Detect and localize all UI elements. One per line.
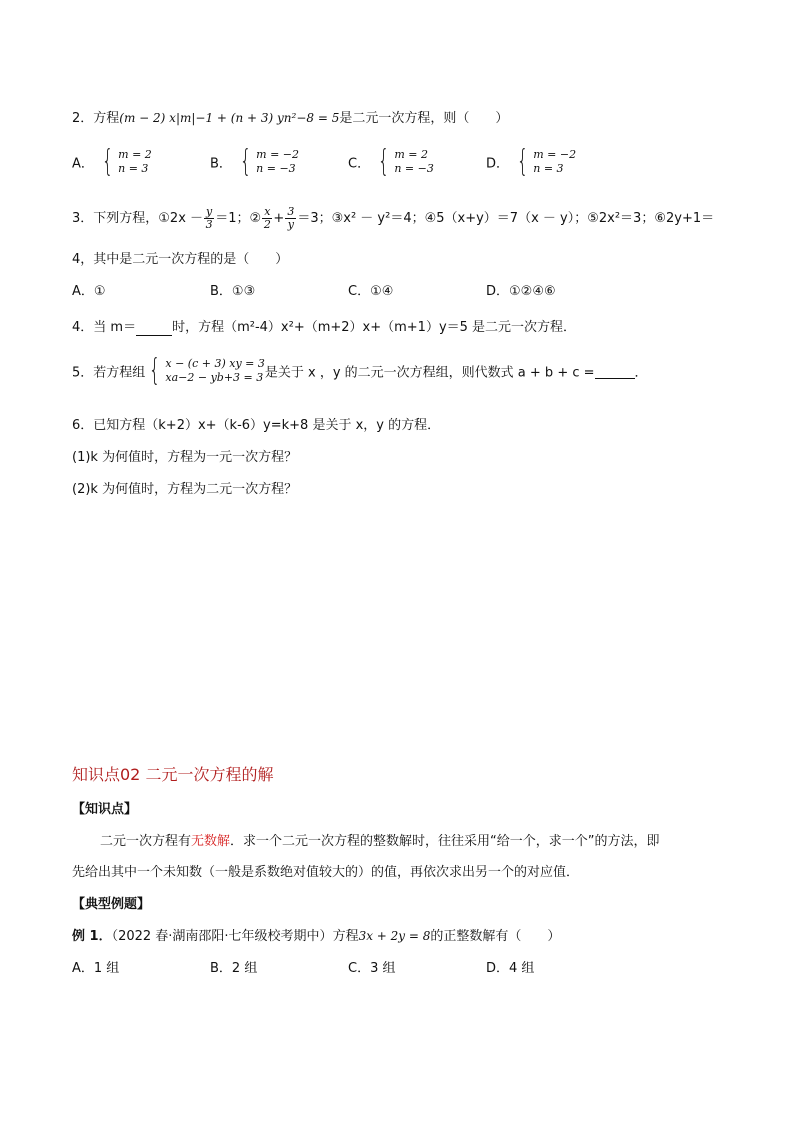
ex1-option-c[interactable]: [348, 957, 395, 976]
option-label: C．: [348, 284, 371, 299]
ex1-option-d[interactable]: [486, 957, 534, 976]
q3-text: ＝3；③x² － y²＝4；④5（x+y）＝7（x － y）；⑤2x²＝3；⑥2y+1＝: [297, 211, 715, 226]
option-label: C．: [348, 961, 371, 976]
q4-stem: [72, 316, 576, 336]
q2-option-d[interactable]: [486, 144, 577, 179]
brace-icon: {: [239, 144, 252, 179]
knowledge-text-part: ．求一个二元一次方程的整数解时，往往采用“给一个，求一个”的方法，即: [230, 834, 660, 849]
q6-sub2: (2)k 为何值时，方程为二元一次方程？: [72, 482, 298, 497]
option-label: D．: [486, 284, 510, 299]
system-line: x − (c + 3) xy = 3: [165, 357, 265, 370]
numerator: x: [264, 205, 271, 218]
system-line: m = −2: [533, 148, 577, 161]
q3-text: ＝1；②: [215, 211, 262, 226]
q2-option-b[interactable]: [210, 144, 300, 179]
denominator: 3: [205, 218, 213, 231]
option-label: A．: [72, 156, 94, 172]
q6-number: 6．: [72, 418, 94, 433]
brace-icon: {: [149, 353, 161, 388]
system-line: m = −2: [256, 148, 300, 161]
fraction: [285, 206, 296, 231]
option-label: B．: [210, 961, 232, 976]
ex1-option-a[interactable]: [72, 957, 119, 976]
example-heading: 【典型例题】: [72, 897, 151, 912]
option-label: D．: [486, 961, 510, 976]
q2-stem: [72, 107, 508, 126]
fraction: [262, 206, 272, 231]
denominator: 2: [263, 218, 271, 231]
q5-stem: [72, 353, 648, 388]
option-text: 4 组: [509, 961, 535, 976]
q4-text: 当 m＝: [93, 320, 137, 335]
knowledge-heading: 【知识点】: [72, 802, 138, 817]
highlight-text: 无数解: [191, 834, 231, 849]
option-text: ①: [93, 284, 106, 299]
section-title: 知识点02 二元一次方程的解: [72, 765, 274, 784]
option-label: B．: [210, 156, 232, 172]
knowledge-text: [100, 830, 660, 849]
q2-equation: (m − 2) x|m|−1 + (n + 3) yn²−8 = 5: [119, 111, 340, 125]
denominator: y: [287, 218, 294, 231]
q3-number: 3．: [72, 211, 94, 226]
example1-label: 例 1．: [72, 929, 112, 944]
option-text: ①④: [370, 284, 394, 299]
q5-text: ．: [634, 365, 648, 381]
system-line: n = 3: [118, 162, 149, 175]
option-label: A．: [72, 284, 94, 299]
brace-icon: {: [516, 144, 529, 179]
q3-stem: [72, 206, 714, 231]
ex1-option-b[interactable]: [210, 957, 257, 976]
q6-sub1: (1)k 为何值时，方程为一元一次方程？: [72, 450, 298, 465]
example1-source: （2022 春·湖南邵阳·七年级校考期中）: [111, 929, 333, 944]
q2-number: 2．: [72, 111, 94, 126]
knowledge-text-part: 二元一次方程有: [100, 834, 192, 849]
system-line: n = −3: [256, 162, 296, 175]
option-text: 1 组: [93, 961, 120, 976]
example1-text: 的正整数解有（ ）: [430, 929, 561, 944]
option-label: A．: [72, 961, 94, 976]
q4-number: 4．: [72, 320, 94, 335]
system-line: m = 2: [118, 148, 152, 161]
q2-stem-pre: 方程: [93, 111, 120, 126]
knowledge-text-line2: 先给出其中一个未知数（一般是系数绝对值较大的）的值，再依次求出另一个的对应值．: [72, 865, 580, 880]
q3-option-d[interactable]: [486, 280, 556, 299]
option-text: ①②④⑥: [509, 284, 556, 299]
q5-number: 5．: [72, 365, 94, 381]
option-text: ①③: [231, 284, 256, 299]
q2-option-a[interactable]: [72, 144, 152, 179]
q3-stem-line2: 4，其中是二元一次方程的是（ ）: [72, 252, 289, 267]
q5-text: 是关于 x ，y 的二元一次方程组，则代数式 a + b + c =: [264, 365, 595, 381]
option-label: B．: [210, 284, 232, 299]
q6-stem: [72, 414, 440, 433]
system-line: n = 3: [533, 162, 564, 175]
option-label: C．: [348, 156, 371, 172]
example1-equation: 3x + 2y = 8: [358, 929, 431, 943]
system-line: xa−2 − yb+3 = 3: [165, 371, 264, 384]
system-line: n = −3: [394, 162, 434, 175]
answer-blank[interactable]: [595, 363, 635, 379]
numerator: y: [206, 205, 213, 218]
q3-option-b[interactable]: [210, 280, 255, 299]
fraction: [204, 206, 214, 231]
option-label: D．: [486, 156, 510, 172]
option-text: 3 组: [370, 961, 396, 976]
brace-icon: {: [378, 144, 390, 179]
q3-option-a[interactable]: [72, 280, 106, 299]
option-text: 2 组: [231, 961, 258, 976]
q3-option-c[interactable]: [348, 280, 393, 299]
system-line: m = 2: [394, 148, 428, 161]
q6-text: 已知方程（k+2）x+（k-6）y=k+8 是关于 x，y 的方程．: [93, 418, 441, 433]
example1-stem: [72, 925, 560, 944]
q4-text: 时，方程（m²-4）x²+（m+2）x+（m+1）y＝5 是二元一次方程．: [172, 320, 577, 335]
answer-blank[interactable]: [136, 320, 172, 336]
numerator: 3: [287, 205, 295, 218]
q5-text: 若方程组: [93, 365, 146, 381]
brace-icon: {: [101, 144, 114, 179]
q2-option-c[interactable]: [348, 144, 434, 179]
q3-text: 下列方程，①2x －: [93, 211, 204, 226]
plus-sign: +: [273, 211, 285, 226]
q2-stem-post: 是二元一次方程，则（ ）: [339, 111, 509, 126]
example1-text: 方程: [332, 929, 359, 944]
